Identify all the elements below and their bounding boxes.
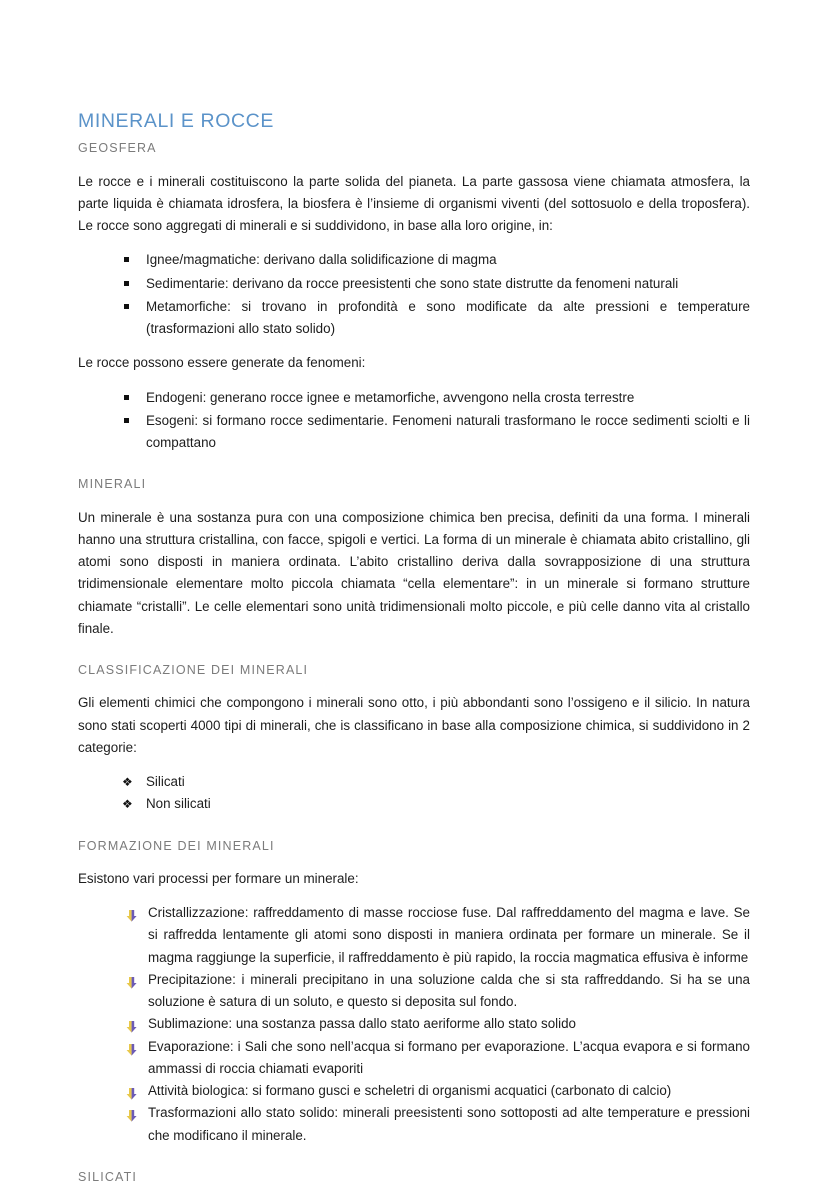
- section-heading-geosfera: GEOSFERA: [78, 141, 157, 156]
- diamond-star-bullet-icon: ❖: [122, 797, 133, 812]
- list-item-label: Silicati: [146, 774, 185, 790]
- down-arrow-bullet-icon: [126, 1085, 138, 1097]
- list-item-label: Ignee/magmatiche: derivano dalla solidificazione di magma: [146, 252, 497, 268]
- section-heading-classificazione: CLASSIFICAZIONE DEI MINERALI: [78, 663, 309, 678]
- page-title: MINERALI E ROCCE: [78, 110, 274, 132]
- list-item-label: Metamorfiche: si trovano in profondità e sono modificate da alte pressioni e temperature (trasformazioni allo stato solido): [146, 298, 750, 337]
- down-arrow-bullet-icon: [126, 907, 138, 919]
- section-heading-minerali: MINERALI: [78, 477, 147, 492]
- geosfera-intro-paragraph: Le rocce e i minerali costituiscono la parte solida del pianeta. La parte gassosa viene chiamata atmosfera, la parte liquida è chiamata idrosfera, la biosfera è l’insieme di organismi viventi (del sottosuolo e della troposfera). Le rocce sono aggregati di minerali e si suddividono, in base alla loro origine, in:: [78, 173, 750, 234]
- list-item-label: Sublimazione: una sostanza passa dallo stato aeriforme allo stato solido: [148, 1016, 577, 1032]
- list-item: [122, 410, 750, 455]
- list-item: [122, 273, 750, 295]
- list-item: [122, 249, 750, 271]
- section-heading-formazione: FORMAZIONE DEI MINERALI: [78, 838, 275, 853]
- list-item-label: Esogeni: si formano rocce sedimentarie. Fenomeni naturali trasformano le rocce sedimenti sciolti e li compattano: [146, 412, 750, 451]
- diamond-star-bullet-icon: ❖: [122, 775, 133, 790]
- square-bullet-icon: [124, 418, 129, 423]
- list-item-label: Attività biologica: si formano gusci e scheletri di organismi acquatici (carbonato di calcio): [148, 1083, 672, 1099]
- list-item: [126, 1102, 750, 1147]
- minerali-paragraph: Un minerale è una sostanza pura con una composizione chimica ben precisa, definiti da una forma. I minerali hanno una struttura cristallina, con facce, spigoli e vertici. La forma di un minerale è chiamata abito cristallino, gli atomi sono disposti in maniera ordinata. L’abito cristallino deriva dalla sovrapposizione di una struttura tridimensionale elementare molto piccola chiamata “cella elementare”: in un minerale si formano strutture chiamate “cristalli”. Le celle elementari sono unità tridimensionali molto piccole, e più celle danno vita al cristallo finale.: [78, 509, 750, 636]
- list-item: [122, 296, 750, 341]
- mineral-categories-list: [78, 771, 750, 816]
- list-item-label: Precipitazione: i minerali precipitano in una soluzione calda che si sta raffreddando. Si ha se una soluzione è satura di un soluto, e questo si deposita sul fondo.: [148, 971, 750, 1010]
- list-item: [122, 387, 750, 409]
- list-item: [126, 902, 750, 969]
- down-arrow-bullet-icon: [126, 974, 138, 986]
- list-item-label: Endogeni: generano rocce ignee e metamorfiche, avvengono nella crosta terrestre: [146, 389, 635, 405]
- down-arrow-bullet-icon: [126, 1041, 138, 1053]
- section-heading-silicati: SILICATI: [78, 1169, 137, 1184]
- list-item-label: Evaporazione: i Sali che sono nell’acqua si formano per evaporazione. L’acqua evapora e si formano ammassi di roccia chiamati evaporiti: [148, 1038, 750, 1076]
- phenomena-list: [78, 387, 750, 455]
- list-item-label: Non silicati: [146, 796, 211, 812]
- square-bullet-icon: [124, 257, 129, 262]
- square-bullet-icon: [124, 395, 129, 400]
- list-item: [126, 1080, 750, 1102]
- down-arrow-bullet-icon: [126, 1107, 138, 1119]
- formation-processes-list: [78, 902, 750, 1147]
- list-item: [126, 1013, 750, 1035]
- square-bullet-icon: [124, 304, 129, 309]
- phenomena-intro-paragraph: Le rocce possono essere generate da fenomeni:: [78, 355, 366, 371]
- list-item: [122, 793, 750, 815]
- list-item: [126, 1036, 750, 1081]
- down-arrow-bullet-icon: [126, 1018, 138, 1030]
- list-item-label: Trasformazioni allo stato solido: minerali preesistenti sono sottoposti ad alte temperature e pressioni che modificano il minerale.: [148, 1105, 750, 1143]
- list-item-label: Sedimentarie: derivano da rocce preesistenti che sono state distrutte da fenomeni naturali: [146, 275, 679, 291]
- formazione-intro-paragraph: Esistono vari processi per formare un minerale:: [78, 870, 359, 886]
- list-item: [126, 969, 750, 1014]
- classificazione-paragraph: Gli elementi chimici che compongono i minerali sono otto, i più abbondanti sono l’ossigeno e il silicio. In natura sono stati scoperti 4000 tipi di minerali, che is classificano in base alla composizione chimica, si suddividono in 2 categorie:: [78, 695, 750, 755]
- list-item: [122, 771, 750, 793]
- rock-types-list: [78, 249, 750, 340]
- list-item-label: Cristallizzazione: raffreddamento di masse rocciose fuse. Dal raffreddamento del magma e lave. Se si raffredda lentamente gli atomi sono disposti in maniera ordinata per formare un minerale. Se il magma raggiunge la superficie, il raffreddamento è più rapido, la roccia magmatica effusiva è informe: [148, 905, 750, 965]
- square-bullet-icon: [124, 281, 129, 286]
